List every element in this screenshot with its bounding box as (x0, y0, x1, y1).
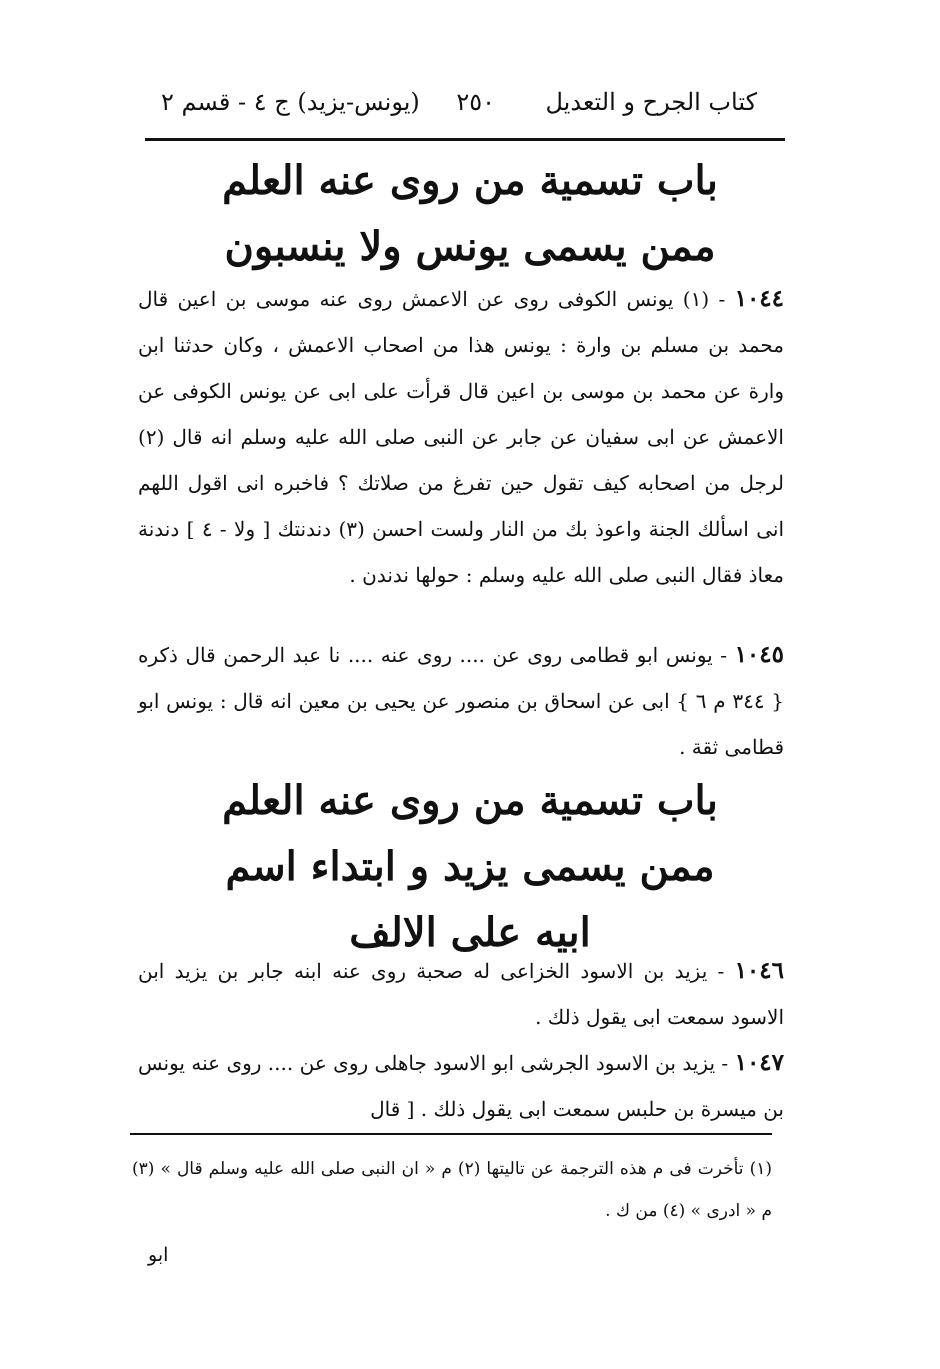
footnote-rule (130, 1133, 772, 1135)
entry-number: ١٠٤٧ (734, 1049, 785, 1076)
page-number: ٢٥٠ (456, 88, 495, 116)
book-title: كتاب الجرح و التعديل (545, 88, 757, 116)
chapter-heading-yazid (130, 768, 810, 966)
entry-number: ١٠٤٦ (734, 957, 784, 984)
entry-text: - (١) يونس الكوفى روى عن الاعمش روى عنه موسى بن اعين قال محمد بن مسلم بن وارة : يونس هذا من اصحاب الاعمش ، وكان حدثنا ابن وارة عن محمد بن موسى بن اعين قال قرأت على ابى عن يونس الكوفى عن الاعمش عن ابى سفيان عن جابر عن النبى صلى الله عليه وسلم انه قال (٢) لرجل من اصحابه كيف تقول حين تفرغ من صلاتك ؟ فاخبره انى اقول اللهم انى اسألك الجنة واعوذ بك من النار ولست احسن (٣) دندنتك [ ولا - ٤ ] دندنة معاذ فقال النبى صلى الله عليه وسلم : حولها ندندن . (138, 287, 785, 587)
entry-text: - يزيد بن الاسود الخزاعى له صحبة روى عنه ابنه جابر بن يزيد ابن الاسود سمعت ابى يقول ذلك . (138, 959, 784, 1029)
entry-number: ١٠٤٥ (734, 641, 784, 668)
chapter-heading-yunus (130, 148, 810, 280)
entry-1044 (138, 276, 784, 598)
entry-1046 (138, 948, 784, 1040)
chapter-heading-line: ممن يسمى يونس ولا ينسبون (224, 223, 716, 270)
chapter-heading-line: باب تسمية من روى عنه العلم (222, 157, 718, 204)
entry-number: ١٠٤٤ (734, 285, 785, 312)
entry-text: - يزيد بن الاسود الجرشى ابو الاسود جاهلى روى عن .... روى عنه يونس بن ميسرة بن حلبس سمعت ابى يقول ذلك . [ قال (138, 1051, 784, 1121)
entry-text: - يونس ابو قطامى روى عن .... روى عنه .... نا عبد الرحمن قال ذكره { ٣٤٤ م ٦ } ابى عن اسحاق بن منصور عن يحيى بن معين انه قال : يونس ابو قطامى ثقة . (138, 643, 784, 759)
chapter-heading-line: ابيه على الالف (349, 909, 591, 956)
chapter-heading-line: باب تسمية من روى عنه العلم (222, 777, 718, 824)
footnotes: (١) تأخرت فى م هذه الترجمة عن تاليتها (٢) م « ان النبى صلى الله عليه وسلم قال » (٣) م « ادرى » (٤) من ك . (132, 1159, 772, 1221)
header-rule (145, 138, 785, 141)
volume-info: (يونس-يزيد) ج ٤ - قسم ٢ (161, 88, 420, 116)
running-header (145, 82, 785, 128)
chapter-heading-line: ممن يسمى يزيد و ابتداء اسم (225, 843, 715, 890)
entry-1047 (138, 1040, 784, 1132)
catchword: ابو (148, 1244, 169, 1266)
entry-1045 (138, 632, 784, 770)
